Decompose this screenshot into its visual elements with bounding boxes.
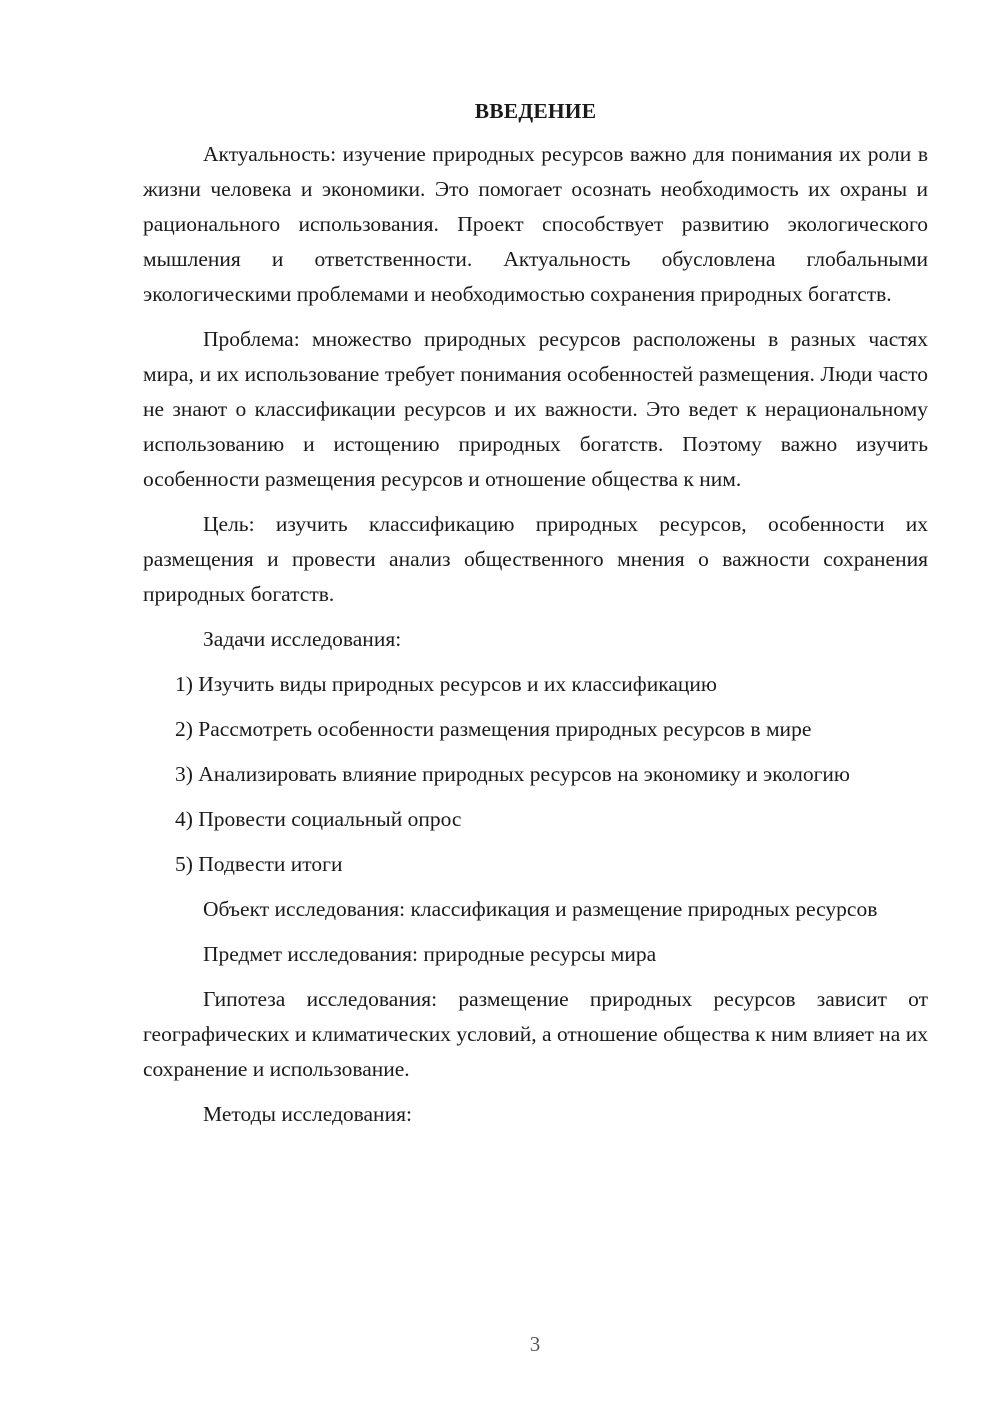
task-item-4: 4) Провести социальный опрос	[175, 807, 462, 831]
paragraph-methods: Методы исследования:	[203, 1102, 412, 1126]
paragraph-object: Объект исследования: классификация и размещение природных ресурсов	[203, 897, 878, 921]
paragraph-goal: Цель: изучить классификацию природных ресурсов, особенности их размещения и провести анализ общественного мнения о важности сохранения природных богатств.	[143, 512, 928, 606]
paragraph-problem: Проблема: множество природных ресурсов расположены в разных частях мира, и их использование требует понимания особенностей размещения. Люди часто не знают о классификации ресурсов и их важности. Это ведет к нерациональному использованию и истощению природных богатств. Поэтому важно изучить особенности размещения ресурсов и отношение общества к ним.	[143, 327, 928, 491]
paragraph-subject: Предмет исследования: природные ресурсы мира	[203, 942, 657, 966]
task-item-3: 3) Анализировать влияние природных ресурсов на экономику и экологию	[175, 762, 850, 786]
paragraph-tasks-heading: Задачи исследования:	[203, 627, 402, 651]
task-item-2: 2) Рассмотреть особенности размещения природных ресурсов в мире	[175, 717, 812, 741]
section-heading: ВВЕДЕНИЕ	[474, 99, 597, 123]
page-number: 3	[529, 1332, 541, 1356]
page-content	[143, 94, 928, 1142]
task-item-5: 5) Подвести итоги	[175, 852, 343, 876]
paragraph-hypothesis: Гипотеза исследования: размещение природных ресурсов зависит от географических и климатических условий, а отношение общества к ним влияет на их сохранение и использование.	[143, 987, 928, 1081]
task-item-1: 1) Изучить виды природных ресурсов и их классификацию	[175, 672, 717, 696]
paragraph-relevance: Актуальность: изучение природных ресурсов важно для понимания их роли в жизни человека и экономики. Это помогает осознать необходимость их охраны и рационального использования. Проект способствует развитию экологического мышления и ответственности. Актуальность обусловлена глобальными экологическими проблемами и необходимостью сохранения природных богатств.	[143, 142, 928, 306]
